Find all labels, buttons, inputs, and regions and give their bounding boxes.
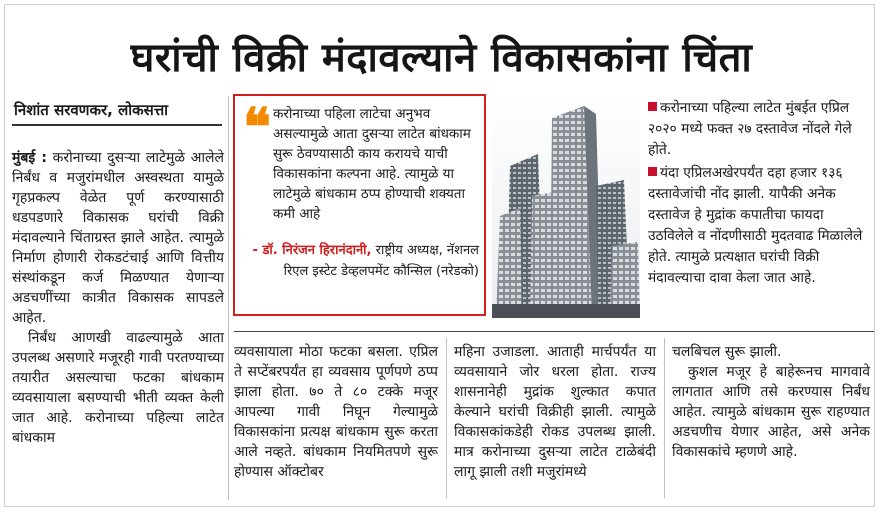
quote-mark-icon: ❝ <box>243 97 271 158</box>
paragraph: कुशल मजूर हे बाहेरूनच मागवावे लागतात आणि तसे करण्यास निर्बंध आहेत. त्यामुळे बांधकाम सुरू राहण्यात अडचणीच येणार आहेत, असे अनेक विकासकांचे म्हणणे आहे. <box>672 364 870 460</box>
quote-text: करोनाच्या पहिला लाटेचा अनुभव असल्यामुळे आता दुसऱ्या लाटेत बांधकाम सुरू ठेवण्यासाठी काय करायचे याची विकासकांना कल्पना आहे. त्यामुळे या लाटेमुळे बांधकाम ठप्प होण्याची शक्यता कमी आहे <box>273 106 471 222</box>
column-divider <box>228 96 229 500</box>
quote-author-name: - डॉ. निरंजन हिरानंदानी, <box>252 243 372 258</box>
article-column-2 <box>234 342 438 482</box>
quote-box <box>233 94 486 316</box>
bullet-text: यंदा एप्रिलअखेरपर्यंत दहा हजार १३६ दस्तावेजांची नोंद झाली. यापैकी अनेक दस्तावेज हे मुद्रांक कपातीचा फायदा उठविलेले व नोंदणीसाठी मुदतवाढ मिळालेले होते. त्यामुळे प्रत्यक्षात घरांची विक्री मंदावल्याचा दावा केला जात आहे. <box>648 165 863 286</box>
article-column-1 <box>12 148 224 448</box>
list-item <box>648 98 870 161</box>
article-column-3 <box>454 342 656 482</box>
byline-rule <box>12 124 222 126</box>
column-divider <box>446 338 447 498</box>
column-divider <box>664 338 665 498</box>
paragraph: चलबिचल सुरू झाली. <box>672 344 782 360</box>
list-item <box>648 163 870 289</box>
paragraph: व्यवसायाला मोठा फटका बसला. एप्रिल ते सप्टेंबरपर्यंत हा व्यवसाय पूर्णपणे ठप्प झाला होता. ७० ते ८० टक्के मजूर आपल्या गावी निघून गेल्यामुळे विकासकांना प्रत्यक्ष बांधकाम सुरू करता आले नव्हते. बांधकाम नियमितपणे सुरू होण्यास ऑक्टोबर <box>234 344 438 480</box>
section-rule <box>234 331 874 332</box>
paragraph <box>12 148 224 328</box>
quote-attribution <box>245 240 479 282</box>
bullet-text: करोनाच्या पहिल्या लाटेत मुंबईत एप्रिल २०२० मध्ये फक्त २७ दस्तावेज नोंदले गेले होते. <box>648 100 852 158</box>
red-square-bullet-icon <box>648 167 657 176</box>
dateline: मुंबई : <box>12 150 47 166</box>
byline: निशांत सरवणकर, लोकसत्ता <box>14 101 169 119</box>
paragraph: महिना उजाडला. आताही मार्चपर्यंत या व्यवसायाने जोर धरला होता. राज्य शासनानेही मुद्रांक शुल्कात कपात केल्याने घरांची विक्रीही झाली. त्यामुळे विकासकांकडेही रोकड उपलब्ध झाली. मात्र करोनाच्या दुसऱ्या लाटेत टाळेबंदी लागू झाली तशी मजुरांमध्ये <box>454 344 656 480</box>
article-column-4 <box>672 342 870 462</box>
skyscrapers-illustration <box>492 96 640 318</box>
fact-bullets <box>648 98 870 291</box>
red-square-bullet-icon <box>648 102 657 111</box>
paragraph: निर्बंध आणखी वाढल्यामुळे आता उपलब्ध असणारे मजूरही गावी परतण्याच्या तयारीत असल्याचा फटका बांधकाम व्यवसायाला बसण्याची भीती व्यक्त केली जात आहे. करोनाच्या पहिल्या लाटेत बांधकाम <box>12 330 224 446</box>
paragraph-text: करोनाच्या दुसऱ्या लाटेमुळे आलेले निर्बंध व मजुरांमधील अस्वस्थता यामुळे गृहप्रकल्प वेळेत पूर्ण करण्यासाठी धडपडणारे विकासक घरांची विक्री मंदावल्याने चिंताग्रस्त झाले आहेत. त्यामुळे निर्माण होणारी रोकडटंचाई आणि वित्तीय संस्थांकडून कर्ज मिळण्यात येणाऱ्या अडचणींच्या कात्रीत विकासक सापडले आहेत. <box>12 150 225 326</box>
headline: घरांची विक्री मंदावल्याने विकासकांना चिंता <box>130 35 753 81</box>
quote-author-role: राष्ट्रीय अध्यक्ष, नॅशनल रिएल इस्टेट डेव्हलपमेंट कौन्सिल (नरेडको) <box>283 243 479 279</box>
